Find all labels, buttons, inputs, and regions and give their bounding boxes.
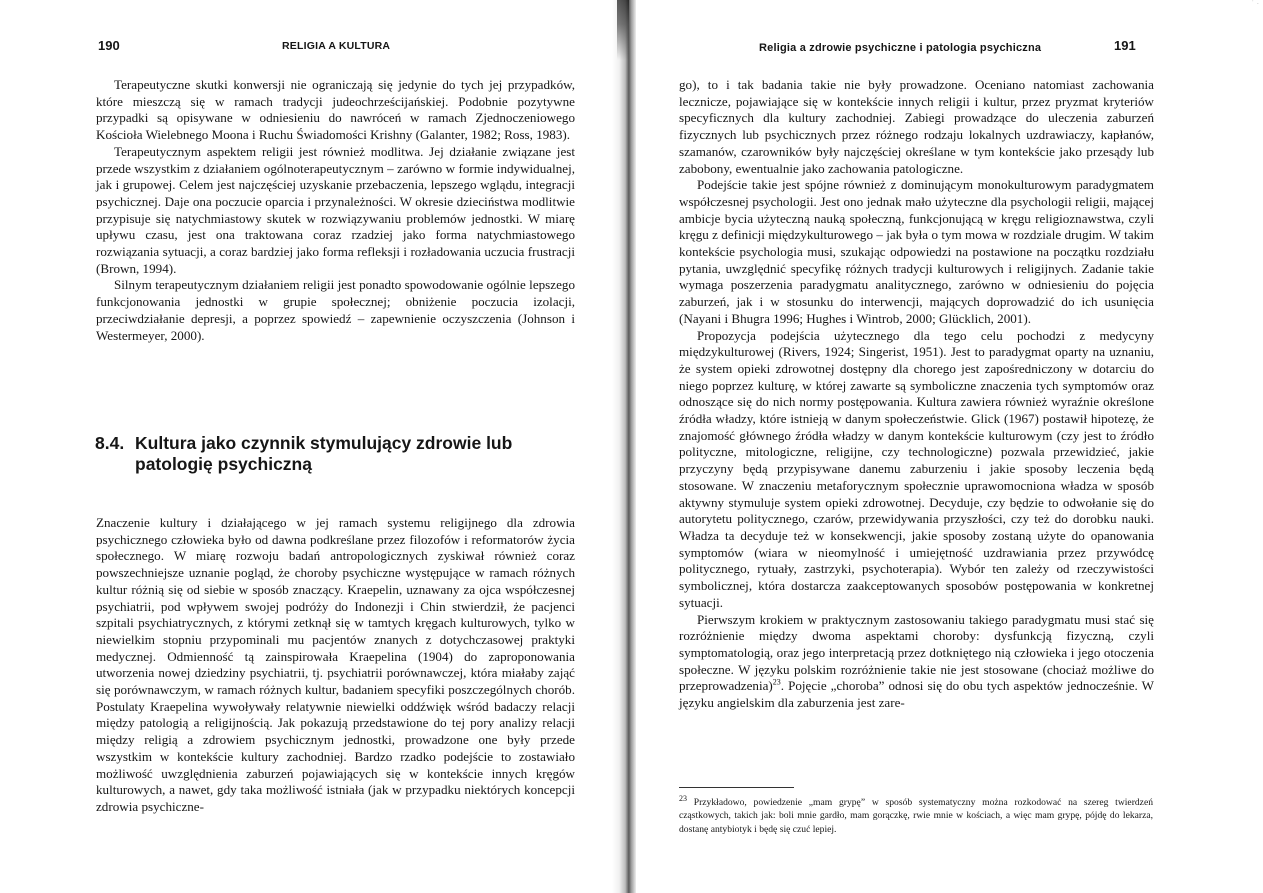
left-running-header: RELIGIA A KULTURA xyxy=(282,40,391,52)
right-paragraph xyxy=(679,612,1154,712)
left-body-top xyxy=(96,77,575,344)
right-body xyxy=(679,77,1154,712)
left-paragraph: Silnym terapeutycznym działaniem religii jest ponadto spowodowanie ogólnie lepszego funkcjonowania jednostki w grupie społecznej; obniżenie poczucia izolacji, przeciwdziałanie depresji, a poprzez spowiedź – zapewnienie oczyszczenia (Johnson i Westermeyer, 2000). xyxy=(96,277,575,343)
footnote-number: 23 xyxy=(679,793,687,803)
section-number: 8.4. xyxy=(95,433,125,453)
footnote-divider xyxy=(679,787,794,788)
left-page xyxy=(0,0,620,893)
left-page-number: 190 xyxy=(98,38,120,53)
left-body-bottom xyxy=(96,515,575,816)
left-paragraph: Znaczenie kultury i działającego w jej ramach systemu religijnego dla zdrowia psychicznego człowieka było od dawna podkreślane przez filozofów i reformatorów życia społecznego. W miarę rozwoju badań antropologicznych zyskiwał również coraz powszechniejsze uznanie pogląd, że choroby psychiczne występujące w ramach różnych kultur różnią się od siebie w sposób znaczący. Kraepelin, uznawany za ojca współczesnej psychiatrii, pod wpływem swojej podróży do Indonezji i Chin stwierdził, że pacjenci szpitali psychiatrycznych, z którymi zetknął się w tamtych kręgach kulturowych, tylko w niewielkim stopniu przypominali mu pacjentów znanych z dotychczasowej praktyki medycznej. Odmienność tą zainspirowała Kraepelina (1904) do zaproponowania utworzenia nowej dziedziny psychiatrii, tj. psychiatrii porównawczej, która miałaby zająć się porównawczym, w ramach różnych kultur, badaniem specyfiki poszczególnych chorób. Postulaty Kraepelina wywoływały relatywnie niewielki oddźwięk wśród badaczy relacji między patologią a religijnością. Jak pokazują przedstawione do tej pory analizy relacji między religią a zdrowiem psychicznym jednostki, prowadzone one były przede wszystkim w kontekście kultury zachodniej. Bardzo rzadko podejście to zostawiało możliwość uwzględnienia zaburzeń pojawiających się w kontekście innych kręgów kulturowych, a nawet, gdy taka możliwość istniała (jak w przypadku niektórych koncepcji zdrowia psychiczne- xyxy=(96,515,575,814)
right-page-number: 191 xyxy=(1114,38,1136,53)
left-paragraph: Terapeutycznym aspektem religii jest również modlitwa. Jej działanie związane jest przede wszystkim z działaniem ogólnoterapeutycznym – zarówno w formie indywidualnej, jak i grupowej. Celem jest najczęściej uzyskanie przebaczenia, lepszego wglądu, integracji psychicznej. Daje ona poczucie oparcia i przynależności. W okresie dzieciństwa modlitwie przypisuje się natychmiastowy skutek w rozwiązywaniu problemów jednostki. W miarę upływu czasu, jest ona traktowana coraz rzadziej jako forma natychmiastowego rozwiązania sytuacji, a coraz bardziej jako forma refleksji i rozładowania uczucia frustracji (Brown, 1994). xyxy=(96,143,575,276)
footnote xyxy=(679,793,1153,836)
paragraph-text: . Pojęcie „choroba” odnosi się do obu tych aspektów jednocześnie. W języku angielskim dla zaburzenia jest zare- xyxy=(679,678,1154,711)
right-page xyxy=(634,0,1263,893)
right-paragraph: go), to i tak badania takie nie były prowadzone. Oceniano natomiast zachowania lecznicze, pojawiające się w kontekście innych religii i kultur, przez pryzmat kryteriów specyficznych dla kultury zachodniej. Zabiegi prowadzące do uleczenia zaburzeń fizycznych lub psychicznych przez różnego rodzaju lokalnych uzdrawiaczy, kapłanów, szamanów, czarowników były najczęściej określane w tym kontekście jako przesądy lub zabobony, ewentualnie jako zachowania patologiczne. xyxy=(679,77,1154,176)
section-heading xyxy=(95,433,575,475)
left-paragraph: Terapeutyczne skutki konwersji nie ograniczają się jedynie do tych jej przypadków, które mieszczą się w ramach tradycji judeochrześcijańskiej. Podobnie pozytywne przypadki są opisywane w odniesieniu do nawróceń w ramach Zjednoczeniowego Kościoła Wielebnego Moona i Ruchu Świadomości Krishny (Galanter, 1982; Ross, 1983). xyxy=(96,77,575,143)
right-running-header: Religia a zdrowie psychiczne i patologia psychiczna xyxy=(759,42,1042,54)
corner-mark: ˙ · xyxy=(1251,0,1259,8)
right-paragraph: Podejście takie jest spójne również z dominującym monokulturowym paradygmatem współczesnej psychologii. Jest ono jednak mało użyteczne dla psychologii religii, mającej ambicje bycia użyteczną nauką społeczną, funkcjonującą w kręgu religioznawstwa, czyli kręgu z definicji międzykulturowego – jak była o tym mowa w rozdziale drugim. W takim kontekście psychologia musi, szukając odpowiedzi na postawione na początku rozdziału pytania, uwzględnić specyfikę różnych tradycji kulturowych i religijnych. Zadanie takie wymaga poszerzenia paradygmatu analitycznego, zarówno w odniesieniu do pojęcia zaburzeń, jak i w stosunku do interwencji, mających doprowadzić do ich usunięcia (Nayani i Bhugra 1996; Hughes i Wintrob, 2000; Glücklich, 2001). xyxy=(679,177,1154,326)
footnote-reference[interactable]: 23 xyxy=(772,677,781,687)
footnote-text: Przykładowo, powiedzenie „mam grypę” w sposób systematyczny można rozkodować na szereg twierdzeń cząstkowych, takich jak: boli mnie gardło, mam gorączkę, rwie mnie w kościach, a więc mam grypę, pójdę do lekarza, dostanę antybiotyk i będę się czuć lepiej. xyxy=(679,797,1153,835)
section-title: Kultura jako czynnik stymulujący zdrowie lub patologię psychiczną xyxy=(135,433,513,474)
right-paragraph: Propozycja podejścia użytecznego dla tego celu pochodzi z medycyny międzykulturowej (Rivers, 1924; Singerist, 1951). Jest to paradygmat oparty na uznaniu, że system opieki zdrowotnej dostępny dla chorego jest zapośredniczony w dotarciu do niego poprzez kulturę, w której zawarte są symboliczne znaczenia tych symptomów oraz odnoszące się do nich normy postępowania. Kultura zawiera również wyraźnie określone źródła władzy, które istnieją w danym społeczeństwie. Glick (1967) postawił hipotezę, że znajomość głównego źródła władzy w danym kontekście kulturowym (czy jest to źródło polityczne, mitologiczne, religijne, czy technologiczne) pozwala przewidzieć, jakie przyczyny będą przypisywane danemu zaburzeniu i jakie sposoby leczenia będą stosowane. W znaczeniu metaforycznym społecznie uprawomocniona władza w sposób aktywny stymuluje system opieki zdrowotnej. Decyduje, czy będzie to odwołanie się do autorytetu politycznego, czarów, przewidywania przyszłości, czy też do dorobku nauki. Władza ta decyduje też w konsekwencji, jakie sposoby zostaną użyte do opanowania symptomów (wiara w nieomylność i umiejętność uzdrawiania przez przywódcę politycznego, rytuały, zastrzyki, psychoterapia). Wybór ten zależy od rzeczywistości symbolicznej, która dostarcza zaakceptowanych sposobów postępowania w konkretnej sytuacji. xyxy=(679,327,1154,610)
paragraph-text: Pierwszym krokiem w praktycznym zastosowaniu takiego paradygmatu musi stać się rozróżnienie między dwoma aspektami choroby: dysfunkcją fizyczną, czyli symptomatologią, oraz jego interpretacją przez dotkniętego nią człowieka i jego otoczenia społeczne. W języku polskim rozróżnienie takie nie jest stosowane (chociaż możliwe do przeprowadzenia) xyxy=(679,611,1154,694)
